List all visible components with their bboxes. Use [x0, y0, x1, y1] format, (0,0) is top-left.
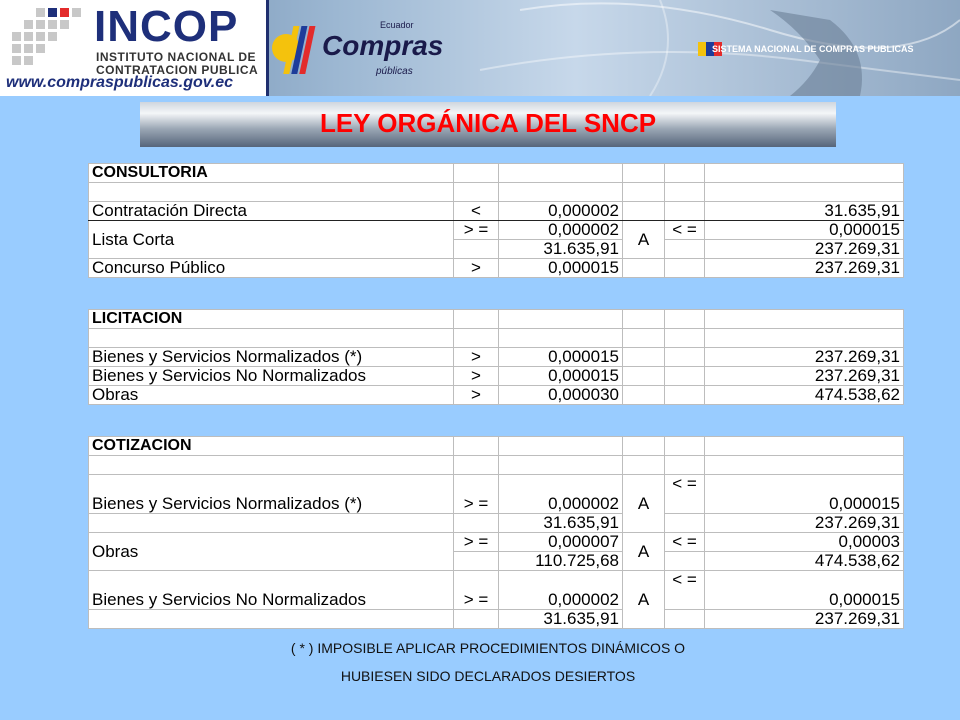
row-max: 237.269,31: [705, 240, 904, 259]
row-label: Lista Corta: [89, 221, 454, 259]
row-min: 31.635,91: [499, 240, 623, 259]
row-max: 0,000015: [705, 475, 904, 514]
row-max: 474.538,62: [705, 552, 904, 571]
row-min: 0,000015: [499, 348, 623, 367]
table-row: [89, 475, 904, 514]
table-row: [89, 533, 904, 552]
row-min: 0,000002: [499, 202, 623, 221]
cotizacion-heading: COTIZACION: [89, 437, 454, 456]
row-operator: > =: [454, 475, 499, 514]
row-operator: >: [454, 259, 499, 278]
consultoria-table: [88, 163, 904, 278]
row-label: Bienes y Servicios No Normalizados: [89, 571, 454, 610]
row-operator2: < =: [665, 221, 705, 240]
footnote-line2: HUBIESEN SIDO DECLARADOS DESIERTOS: [340, 668, 636, 684]
row-operator: >: [454, 386, 499, 405]
title-bar: [140, 102, 836, 147]
row-max: 237.269,31: [705, 348, 904, 367]
page-title: LEY ORGÁNICA DEL SNCP: [319, 108, 657, 138]
row-label: Bienes y Servicios Normalizados (*): [89, 348, 454, 367]
row-min: 0,000002: [499, 475, 623, 514]
incop-title: INCOP: [94, 2, 239, 51]
row-min: 0,000007: [499, 533, 623, 552]
row-max: 0,00003: [705, 533, 904, 552]
compras-title: Compras: [322, 30, 444, 61]
row-operator2: < =: [665, 571, 705, 610]
compras-publicas-logo: [270, 8, 444, 88]
row-max: 237.269,31: [705, 610, 904, 629]
consultoria-heading: CONSULTORIA: [89, 164, 454, 183]
table-row: [89, 386, 904, 405]
row-operator2: < =: [665, 475, 705, 514]
row-max: 31.635,91: [705, 202, 904, 221]
row-a: A: [623, 475, 665, 533]
table-row: [89, 571, 904, 610]
row-max: 0,000015: [705, 571, 904, 610]
row-min: 0,000030: [499, 386, 623, 405]
cotizacion-table: [88, 436, 904, 629]
row-min: 31.635,91: [499, 514, 623, 533]
row-max: 237.269,31: [705, 259, 904, 278]
row-min: 0,000015: [499, 259, 623, 278]
row-max: 237.269,31: [705, 514, 904, 533]
incop-subtitle-line1: INSTITUTO NACIONAL DE: [96, 50, 257, 64]
licitacion-heading: LICITACION: [89, 310, 454, 329]
table-row: [89, 348, 904, 367]
row-a: A: [623, 221, 665, 259]
sncp-label: SISTEMA NACIONAL DE COMPRAS PUBLICAS: [712, 44, 914, 54]
compras-subtitle: públicas: [376, 66, 413, 77]
compras-country: Ecuador: [380, 20, 414, 30]
row-min: 0,000002: [499, 571, 623, 610]
row-a: A: [623, 533, 665, 571]
website-url[interactable]: www.compraspublicas.gov.ec: [6, 74, 234, 91]
row-operator: >: [454, 367, 499, 386]
row-label: Bienes y Servicios No Normalizados: [89, 367, 454, 386]
row-min: 0,000015: [499, 367, 623, 386]
table-row: [89, 514, 904, 533]
table-row: [89, 202, 904, 221]
row-operator: >: [454, 348, 499, 367]
row-operator: <: [454, 202, 499, 221]
header-banner: [0, 0, 960, 96]
footnote-line1: ( * ) IMPOSIBLE APLICAR PROCEDIMIENTOS DINÁMICOS O: [290, 640, 686, 656]
row-operator: > =: [454, 221, 499, 240]
row-label: Bienes y Servicios Normalizados (*): [89, 475, 454, 514]
row-operator2: < =: [665, 533, 705, 552]
row-min: 31.635,91: [499, 610, 623, 629]
row-min: 110.725,68: [499, 552, 623, 571]
row-a: A: [623, 571, 665, 629]
row-max: 474.538,62: [705, 386, 904, 405]
licitacion-table: [88, 309, 904, 405]
incop-subtitle-line2: CONTRATACION PUBLICA: [96, 63, 259, 77]
row-max: 0,000015: [705, 221, 904, 240]
compras-stripes-icon: [270, 14, 322, 84]
row-label: Obras: [89, 386, 454, 405]
table-row: [89, 221, 904, 240]
row-max: 237.269,31: [705, 367, 904, 386]
incop-grid-icon: [6, 6, 86, 66]
row-label: Concurso Público: [89, 259, 454, 278]
row-label: Obras: [89, 533, 454, 571]
row-min: 0,000002: [499, 221, 623, 240]
row-operator: > =: [454, 533, 499, 552]
row-operator: > =: [454, 571, 499, 610]
row-label: Contratación Directa: [89, 202, 454, 221]
table-row: [89, 610, 904, 629]
table-row: [89, 367, 904, 386]
table-row: [89, 259, 904, 278]
incop-logo: [0, 0, 269, 96]
